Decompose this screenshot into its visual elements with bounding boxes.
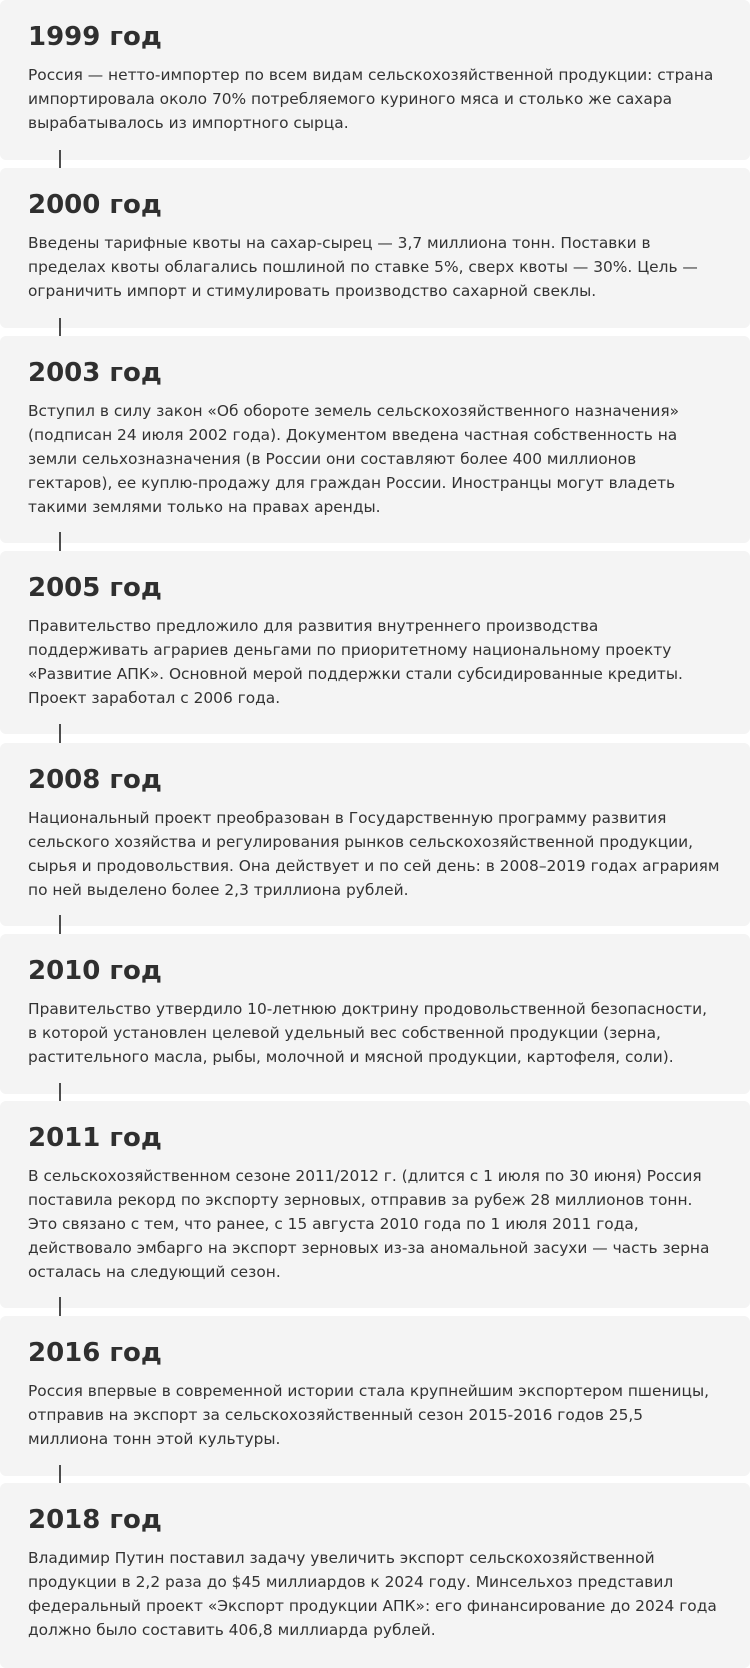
timeline-card bbox=[0, 934, 750, 1094]
event-description: Введены тарифные квоты на сахар-сырец — 3,7 миллиона тонн. Поставки в пределах квоты облагались пошлиной по ставке 5%, сверх квоты — 30%. Цель — ограничить импорт и стимулировать производство сахарной свеклы. bbox=[28, 234, 698, 300]
timeline-card bbox=[0, 551, 750, 734]
event-description: В сельскохозяйственном сезоне 2011/2012 г. (длится с 1 июля по 30 июня) Россия поставила рекорд по экспорту зерновых, отправив за рубеж 28 миллионов тонн. Это связано с тем, что ранее, с 15 августа 2010 года по 1 июля 2011 года, действовало эмбарго на экспорт зерновых из-за аномальной засухи — часть зерна осталась на следующий сезон. bbox=[28, 1167, 710, 1281]
event-year: 2005 год bbox=[28, 573, 162, 603]
event-year: 2008 год bbox=[28, 765, 162, 795]
timeline-card bbox=[0, 0, 750, 160]
event-year: 2003 год bbox=[28, 358, 162, 388]
timeline-card bbox=[0, 1483, 750, 1668]
event-description: Россия впервые в современной истории стала крупнейшим экспортером пшеницы, отправив на экспорт за сельскохозяйственный сезон 2015-2016 годов 25,5 миллиона тонн этой культуры. bbox=[28, 1382, 710, 1448]
event-description: Россия — нетто-импортер по всем видам сельскохозяйственной продукции: страна импортировала около 70% потребляемого куриного мяса и столько же сахара вырабатывалось из импортного сырца. bbox=[28, 66, 714, 132]
event-description: Национальный проект преобразован в Государственную программу развития сельского хозяйства и регулирования рынков сельскохозяйственной продукции, сырья и продовольствия. Она действует и по сей день: в 2008–2019 годах аграриям по ней выделено более 2,3 триллиона рублей. bbox=[28, 809, 720, 899]
event-year: 2018 год bbox=[28, 1505, 162, 1535]
timeline-card bbox=[0, 336, 750, 543]
event-year: 2011 год bbox=[28, 1123, 162, 1153]
timeline-card bbox=[0, 168, 750, 328]
event-year: 2016 год bbox=[28, 1338, 162, 1368]
event-description: Владимир Путин поставил задачу увеличить экспорт сельскохозяйственной продукции в 2,2 раза до $45 миллиардов к 2024 году. Минсельхоз представил федеральный проект «Экспорт продукции АПК»: его финансирование до 2024 года должно было составить 406,8 миллиарда рублей. bbox=[28, 1549, 717, 1639]
event-year: 2000 год bbox=[28, 190, 162, 220]
event-description: Правительство предложило для развития внутреннего производства поддерживать аграриев деньгами по приоритетному национальному проекту «Развитие АПК». Основной мерой поддержки стали субсидированные кредиты. Проект заработал с 2006 года. bbox=[28, 617, 683, 707]
timeline-card bbox=[0, 1316, 750, 1476]
event-year: 1999 год bbox=[28, 22, 162, 52]
event-year: 2010 год bbox=[28, 956, 162, 986]
event-description: Вступил в силу закон «Об обороте земель сельскохозяйственного назначения» (подписан 24 июля 2002 года). Документом введена частная собственность на земли сельхозназначения (в России они составляют более 400 миллионов гектаров), ее куплю-продажу для граждан России. Иностранцы могут владеть такими землями только на правах аренды. bbox=[28, 402, 680, 516]
timeline-card bbox=[0, 1101, 750, 1308]
event-description: Правительство утвердило 10-летнюю доктрину продовольственной безопасности, в которой установлен целевой удельный вес собственной продукции (зерна, растительного масла, рыбы, молочной и мясной продукции, картофеля, соли). bbox=[28, 1000, 708, 1066]
timeline-card bbox=[0, 743, 750, 926]
